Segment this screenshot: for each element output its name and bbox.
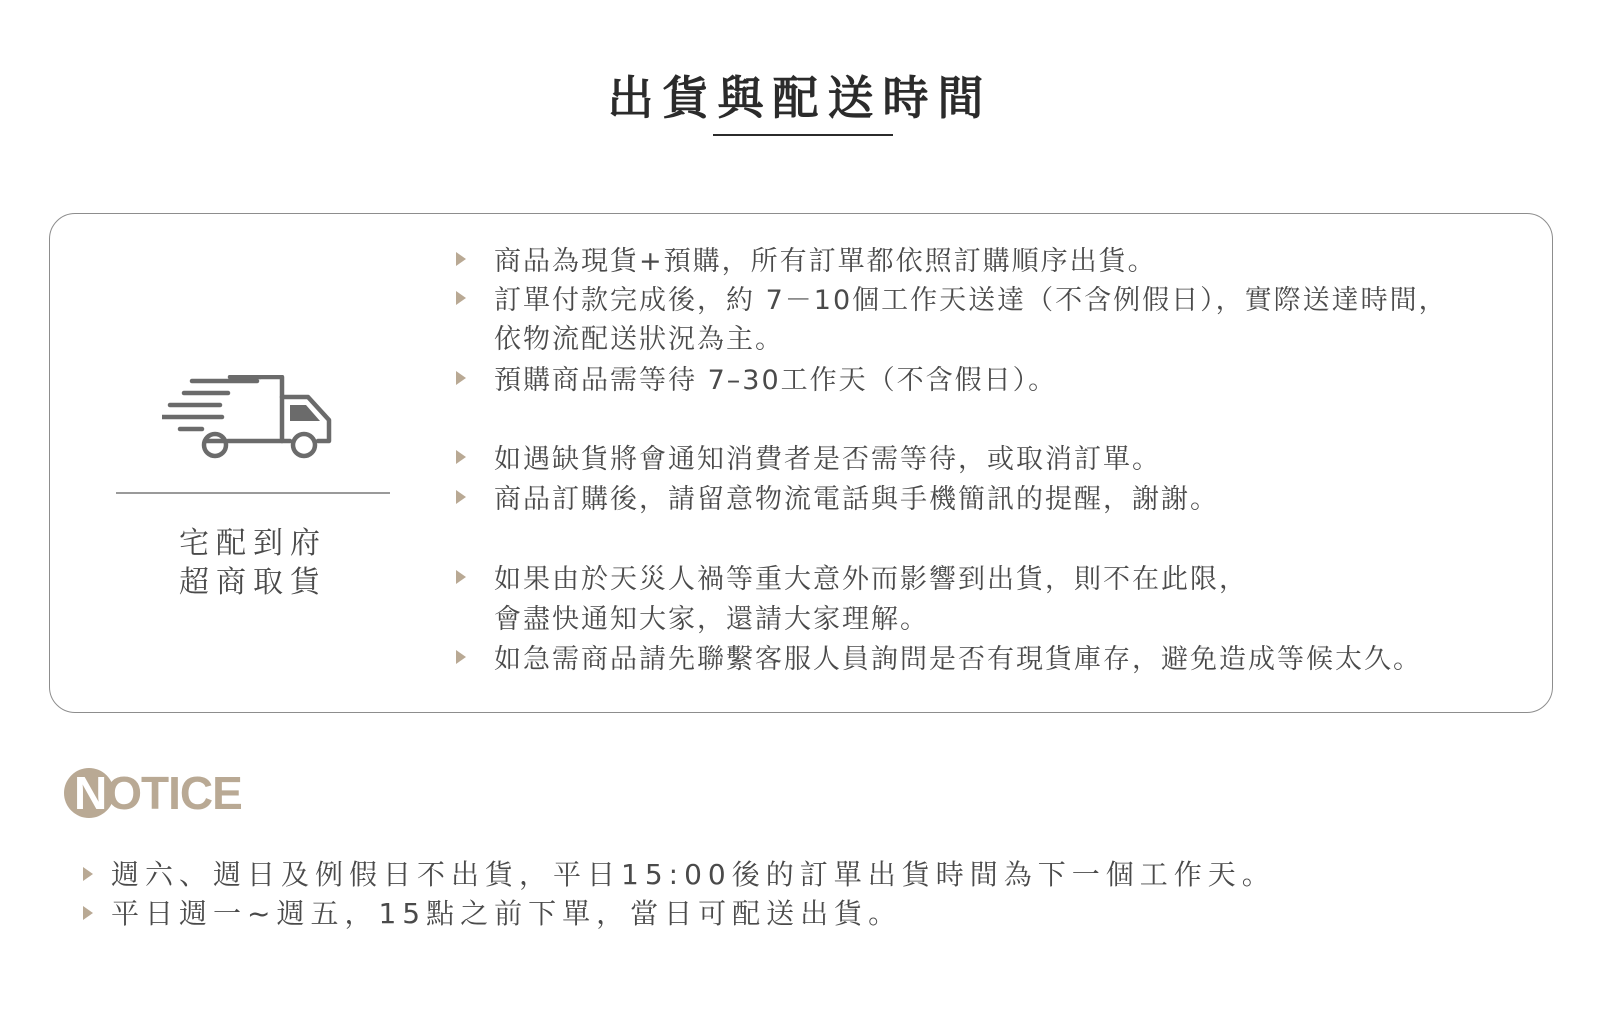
caret-right-icon <box>83 906 93 920</box>
caret-right-icon <box>456 650 466 664</box>
method-home-delivery: 宅配到府 <box>179 526 327 561</box>
caret-right-icon <box>456 570 466 584</box>
caret-right-icon <box>456 252 466 266</box>
caret-right-icon <box>456 490 466 504</box>
title-underline <box>713 134 893 136</box>
method-store-pickup: 超商取貨 <box>179 565 327 600</box>
page-title: 出貨與配送時間 <box>607 71 993 125</box>
delivery-truck-icon <box>162 375 342 465</box>
term-text: 如果由於天災人禍等重大意外而影響到出貨，則不在此限， <box>494 564 1248 595</box>
notice-logo-text: NOTICE <box>74 767 242 819</box>
term-text: 會盡快通知大家，還請大家理解。 <box>494 604 929 635</box>
term-text: 預購商品需等待 7–30工作天（不含假日）。 <box>494 365 1058 396</box>
term-text: 如遇缺貨將會通知消費者是否需等待，或取消訂單。 <box>494 444 1161 475</box>
caret-right-icon <box>456 371 466 385</box>
notice-text: 週六、週日及例假日不出貨，平日15:00後的訂單出貨時間為下一個工作天。 <box>111 858 1276 891</box>
notice-text: 平日週一~週五，15點之前下單，當日可配送出貨。 <box>111 897 903 930</box>
term-text: 依物流配送狀況為主。 <box>494 324 784 355</box>
caret-right-icon <box>83 867 93 881</box>
term-text: 商品訂購後，請留意物流電話與手機簡訊的提醒，謝謝。 <box>494 484 1219 515</box>
term-text: 商品為現貨+預購，所有訂單都依照訂購順序出貨。 <box>494 246 1157 277</box>
caret-right-icon <box>456 291 466 305</box>
caret-right-icon <box>456 450 466 464</box>
term-text: 訂單付款完成後，約 7－10個工作天送達（不含例假日），實際送達時間， <box>494 285 1448 316</box>
term-text: 如急需商品請先聯繫客服人員詢問是否有現貨庫存，避免造成等候太久。 <box>494 644 1422 675</box>
left-divider <box>116 492 390 494</box>
notice-logo <box>64 765 264 821</box>
